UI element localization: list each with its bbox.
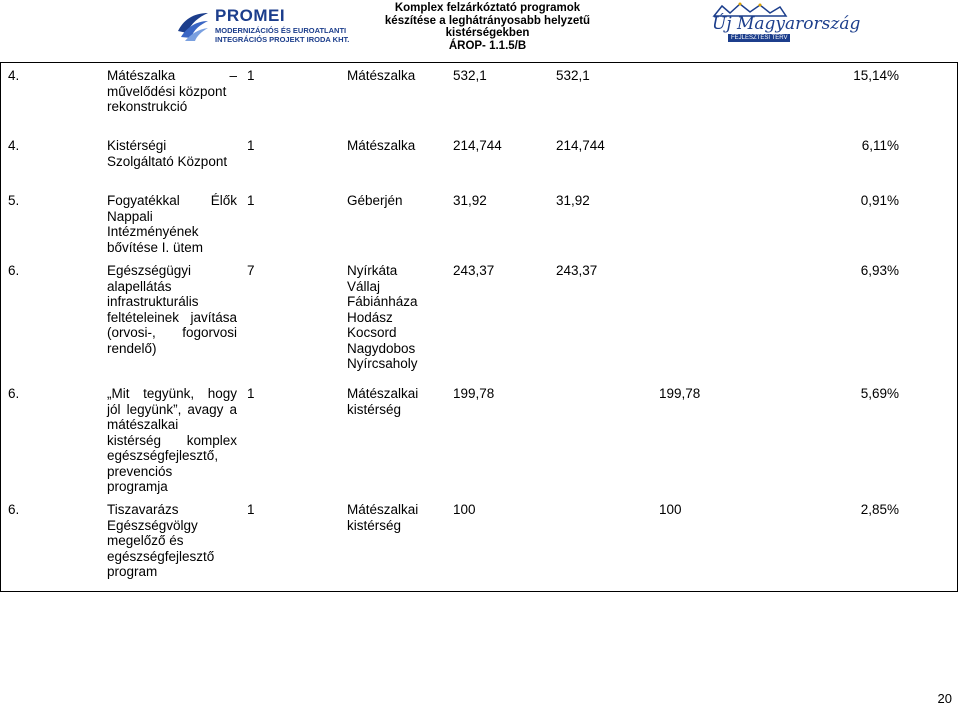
- project-name-line: Mátészalka –: [107, 68, 237, 83]
- promei-tagline: [215, 26, 349, 44]
- percentage: 6,93%: [860, 263, 899, 278]
- percentage: 6,11%: [861, 138, 899, 153]
- location-line: Nyírkáta: [347, 263, 398, 278]
- amount-total: 31,92: [453, 193, 487, 208]
- umft-subtitle: FEJLESZTÉSI TERV: [728, 34, 790, 42]
- location: [347, 68, 447, 84]
- project-name-line: bővítése I. ütem: [107, 239, 204, 255]
- page-header: [0, 0, 960, 60]
- location-line: Fábiánháza: [347, 294, 418, 309]
- title-line: kistérségekben: [445, 27, 530, 39]
- project-name: [107, 263, 237, 356]
- title-line: ÁROP- 1.1.5/B: [448, 39, 527, 52]
- projects-table: [0, 62, 958, 592]
- row-number: 6.: [8, 263, 20, 278]
- promei-tagline-line: INTEGRÁCIÓS PROJEKT IRODA KHT.: [215, 35, 350, 44]
- location: [347, 193, 447, 209]
- project-name-line: jól legyünk”, avagy a: [107, 401, 237, 417]
- uj-magyarorszag-logo: [690, 2, 861, 54]
- location-line: Mátészalkai: [347, 502, 419, 517]
- document-title: [360, 2, 615, 52]
- project-name-line: egészségfejlesztő: [107, 548, 215, 564]
- location-line: Nyírcsaholy: [347, 356, 418, 371]
- amount-total: 214,744: [453, 138, 502, 153]
- promei-tagline-line: MODERNIZÁCIÓS ÉS EUROATLANTI: [215, 26, 347, 35]
- project-name-line: prevenciós: [107, 463, 173, 479]
- amount-support: 214,744: [556, 138, 605, 153]
- row-number: 5.: [8, 193, 20, 208]
- project-name-line: „Mit tegyünk, hogy: [107, 386, 237, 401]
- location: [347, 138, 447, 154]
- quantity: 1: [247, 138, 255, 153]
- project-name-line: Nappali: [107, 208, 153, 224]
- promei-emblem-icon: [175, 7, 211, 43]
- location-line: Mátészalka: [347, 68, 416, 83]
- percentage: 5,69%: [860, 386, 899, 401]
- project-name-line: programja: [107, 479, 168, 494]
- project-name: [107, 386, 237, 495]
- quantity: 1: [247, 68, 255, 83]
- title-line: készítése a leghátrányosabb helyzetű: [384, 14, 591, 27]
- project-name-line: mátészalkai: [107, 417, 179, 432]
- amount-support: 31,92: [556, 193, 590, 208]
- percentage: 0,91%: [860, 193, 899, 208]
- location-line: Géberjén: [347, 193, 403, 208]
- row-number: 6.: [8, 386, 20, 401]
- location-line: Mátészalkai: [347, 386, 419, 401]
- amount-total: 243,37: [453, 263, 495, 278]
- quantity: 7: [247, 263, 255, 278]
- project-name-line: Intézményének: [107, 224, 199, 239]
- project-name-line: feltételeinek javítása: [107, 309, 237, 325]
- project-name: [107, 68, 237, 115]
- project-name-line: Kistérségi: [107, 138, 167, 153]
- location: [347, 502, 447, 533]
- promei-logo: [175, 3, 350, 49]
- percentage: 15,14%: [853, 68, 899, 83]
- page-number: 20: [937, 691, 952, 706]
- amount-support: 532,1: [556, 68, 590, 83]
- quantity: 1: [247, 386, 255, 401]
- project-name-line: Tiszavarázs: [107, 502, 179, 517]
- location-line: Vállaj: [347, 278, 381, 294]
- location-line: Nagydobos: [347, 340, 416, 356]
- percentage: 2,85%: [860, 502, 899, 517]
- row-number: 4.: [8, 68, 20, 83]
- amount-total: 532,1: [453, 68, 487, 83]
- location-line: kistérség: [347, 517, 402, 533]
- project-name: [107, 138, 237, 169]
- project-name-line: Egészségügyi: [107, 263, 192, 278]
- project-name-line: rekonstrukció: [107, 99, 188, 114]
- project-name-line: Szolgáltató Központ: [107, 153, 228, 169]
- project-name-line: Egészségvölgy: [107, 517, 198, 533]
- amount-support: 199,78: [659, 386, 701, 401]
- project-name-line: alapellátás: [107, 278, 172, 294]
- row-number: 4.: [8, 138, 20, 153]
- promei-brand: PROMEI: [215, 6, 286, 25]
- amount-support: 100: [659, 502, 682, 517]
- project-name-line: megelőző és: [107, 533, 184, 548]
- project-name-line: rendelő): [107, 340, 157, 356]
- location-line: Kocsord: [347, 325, 397, 340]
- project-name-line: (orvosi-, fogorvosi: [107, 325, 237, 340]
- row-number: 6.: [8, 502, 20, 517]
- project-name-line: program: [107, 564, 158, 579]
- amount-total: 100: [453, 502, 476, 517]
- project-name: [107, 193, 237, 255]
- location: [347, 386, 447, 417]
- project-name-line: infrastrukturális: [107, 294, 199, 309]
- amount-total: 199,78: [453, 386, 495, 401]
- project-name-line: kistérség komplex: [107, 432, 237, 448]
- location-line: kistérség: [347, 401, 402, 417]
- umft-text: Új Magyarország: [712, 14, 861, 34]
- title-line: Komplex felzárkóztató programok: [394, 2, 581, 14]
- project-name-line: Fogyatékkal Élők: [107, 193, 237, 208]
- quantity: 1: [247, 193, 255, 208]
- location: [347, 263, 447, 372]
- project-name: [107, 502, 237, 580]
- location-line: Hodász: [347, 309, 393, 325]
- location-line: Mátészalka: [347, 138, 416, 153]
- project-name-line: egészségfejlesztő,: [107, 448, 219, 463]
- project-name-line: művelődési központ: [107, 83, 227, 99]
- quantity: 1: [247, 502, 255, 517]
- amount-support: 243,37: [556, 263, 598, 278]
